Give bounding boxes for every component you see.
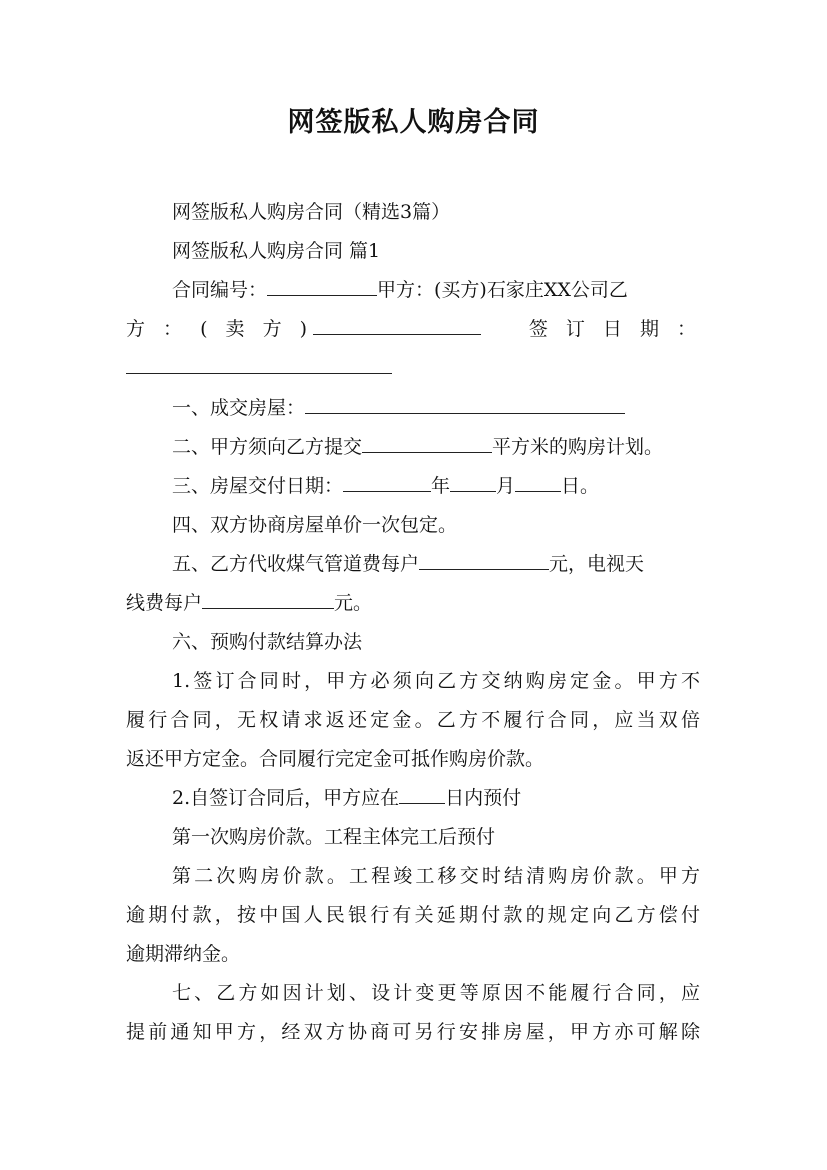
item-5-cont-line — [126, 583, 700, 623]
para-4-line-3: 逾期滞纳金。 — [126, 943, 241, 965]
para-1-line-3: 返还甲方定金。合同履行完定金可抵作购房价款。 — [126, 748, 545, 770]
tv-fee-blank — [202, 586, 334, 609]
gas-fee-blank — [419, 547, 549, 570]
contract-number-blank — [267, 273, 377, 296]
item-5-tv-label: 线费每户 — [126, 592, 203, 614]
contract-number-line — [126, 270, 700, 310]
para-1-line-2: 履行合同，无权请求返还定金。乙方不履行合同，应当双倍 — [126, 709, 700, 731]
para-4-line-1: 第二次购房价款。工程竣工移交时结清购房价款。甲方 — [172, 865, 700, 887]
item-5-line — [126, 544, 700, 584]
month-blank — [450, 469, 496, 492]
item-3-line — [126, 466, 700, 506]
year-blank — [343, 469, 431, 492]
days-blank — [399, 781, 445, 804]
day-label: 日。 — [561, 475, 600, 497]
part-heading: 网签版私人购房合同 篇1 — [172, 240, 381, 262]
item-5-end: 元。 — [334, 592, 373, 614]
item-6-line: 六、预购付款结算办法 — [172, 631, 363, 653]
party-b-line — [126, 309, 702, 349]
item-2-line — [126, 427, 700, 467]
item-2-text: 二、甲方须向乙方提交 — [172, 436, 363, 458]
sign-date-blank-line — [126, 348, 700, 388]
item-5-mid: 元，电视天 — [549, 553, 645, 575]
day-blank — [515, 469, 561, 492]
para-4-line-2: 逾期付款，按中国人民银行有关延期付款的规定向乙方偿付 — [126, 904, 700, 926]
sign-date-blank — [126, 351, 392, 374]
item-3-label: 三、房屋交付日期： — [172, 475, 344, 497]
party-a-text: 甲方：(买方)石家庄XX公司乙 — [377, 279, 628, 301]
year-label: 年 — [431, 475, 451, 497]
item-4-line: 四、双方协商房屋单价一次包定。 — [172, 514, 458, 536]
para-2-line — [126, 778, 700, 818]
property-blank — [305, 391, 625, 414]
item-1-label: 一、成交房屋： — [172, 397, 306, 419]
sign-date-label: 签 订 日 期 ： — [528, 318, 702, 340]
party-b-label: 方 ： ( 卖 方 ) — [126, 318, 314, 340]
document-title: 网签版私人购房合同 — [287, 107, 540, 138]
para-7-line-2: 提前通知甲方，经双方协商可另行安排房屋，甲方亦可解除 — [126, 1021, 700, 1043]
area-blank — [362, 430, 492, 453]
para-2-text: 2.自签订合同后，甲方应在 — [172, 787, 400, 809]
para-1-line-1: 1.签订合同时，甲方必须向乙方交纳购房定金。甲方不 — [172, 670, 700, 692]
subtitle: 网签版私人购房合同（精选3篇） — [172, 201, 451, 223]
month-label: 月 — [496, 475, 516, 497]
para-3-line: 第一次购房价款。工程主体完工后预付 — [172, 826, 496, 848]
item-5-text: 五、乙方代收煤气管道费每户 — [172, 553, 420, 575]
party-b-blank — [313, 312, 481, 335]
item-1-line — [126, 388, 700, 428]
item-2-suffix: 平方米的购房计划。 — [492, 436, 664, 458]
para-7-line-1: 七、乙方如因计划、设计变更等原因不能履行合同，应 — [172, 982, 700, 1004]
contract-number-label: 合同编号： — [172, 279, 268, 301]
para-2-suffix: 日内预付 — [445, 787, 522, 809]
